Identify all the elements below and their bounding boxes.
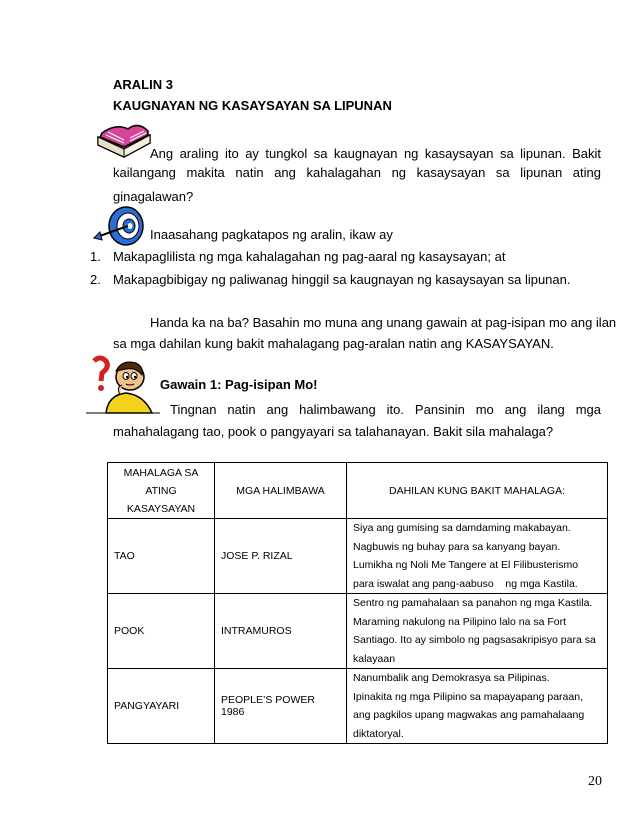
objective-2-number: 2. xyxy=(90,272,101,287)
row-reasons xyxy=(347,669,608,744)
page-number: 20 xyxy=(588,774,602,789)
lesson-title: KAUGNAYAN NG KASAYSAYAN SA LIPUNAN xyxy=(113,98,392,113)
thinking-boy-question-icon xyxy=(86,355,160,415)
intro-line-1: Ang araling ito ay tungkol sa kaugnayan ng kasaysayan sa lipunan. Bakit xyxy=(150,146,601,161)
header-importance xyxy=(108,463,215,519)
reason-line: Maraming nakulong na Pilipino lalo na sa Fort xyxy=(353,615,567,628)
header-importance-line-2: ATING xyxy=(145,484,177,497)
table-row xyxy=(108,519,608,594)
table-row xyxy=(108,669,608,744)
row-category: PANGYAYARI xyxy=(108,669,215,744)
reason-line: para iswalat ang pang-aabuso ng mga Kastila. xyxy=(353,577,578,590)
lesson-number: ARALIN 3 xyxy=(113,77,173,92)
activity-title: Gawain 1: Pag-isipan Mo! xyxy=(160,377,318,392)
table-row xyxy=(108,594,608,669)
row-reasons xyxy=(347,519,608,594)
row-category: POOK xyxy=(108,594,215,669)
intro-line-2: kailangang makita natin ang kahalagahan ng kasaysayan sa lipunan ating xyxy=(113,165,601,180)
header-examples: MGA HALIMBAWA xyxy=(215,463,347,519)
row-reasons xyxy=(347,594,608,669)
ready-line-2: sa mga dahilan kung bakit mahalagang pag-aralan natin ang KASAYSAYAN. xyxy=(113,336,554,351)
book-icon xyxy=(94,119,154,161)
objective-1-text: Makapaglilista ng mga kahalagahan ng pag-aaral ng kasaysayan; at xyxy=(113,249,506,264)
header-reasons: DAHILAN KUNG BAKIT MAHALAGA: xyxy=(347,463,608,519)
row-example: INTRAMUROS xyxy=(215,594,347,669)
examples-table xyxy=(107,462,608,744)
intro-line-3: ginagalawan? xyxy=(113,189,194,204)
reason-line: ang pagkilos upang magwakas ang pamahalaang xyxy=(353,709,585,721)
activity-line-1: Tingnan natin ang halimbawang ito. Pansinin mo ang ilang mga xyxy=(170,402,601,417)
row-example: PEOPLE’S POWER 1986 xyxy=(215,669,347,744)
reason-line: Nagbuwis ng buhay para sa kanyang bayan. xyxy=(353,540,561,553)
reason-line: Nanumbalik ang Demokrasya sa Pilipinas. xyxy=(353,672,550,684)
row-example: JOSE P. RIZAL xyxy=(215,519,347,594)
target-icon xyxy=(92,204,146,250)
objective-1-number: 1. xyxy=(90,249,101,264)
reason-line: Sentro ng pamahalaan sa panahon ng mga Kastila. xyxy=(353,597,593,609)
reason-line: Lumikha ng Noli Me Tangere at El Filibusterismo xyxy=(353,559,579,571)
objective-2-text: Makapagbibigay ng paliwanag hinggil sa kaugnayan ng kasaysayan sa lipunan. xyxy=(113,272,571,287)
reason-line: Santiago. Ito ay simbolo ng pagsasakripisyo para sa xyxy=(353,634,596,646)
reason-line: kalayaan xyxy=(353,652,396,665)
activity-line-2: mahahalagang tao, pook o pangyayari sa talahanayan. Bakit sila mahalaga? xyxy=(113,424,554,439)
header-importance-line-1: MAHALAGA SA xyxy=(123,466,199,479)
reason-line: Siya ang gumising sa damdaming makabayan. xyxy=(353,522,571,534)
objectives-lead: Inaasahang pagkatapos ng aralin, ikaw ay xyxy=(150,227,393,242)
row-category: TAO xyxy=(108,519,215,594)
reason-line: diktatoryal. xyxy=(353,727,404,740)
ready-line-1: Handa ka na ba? Basahin mo muna ang unang gawain at pag-isipan mo ang ilan xyxy=(150,315,617,330)
reason-line: Ipinakita ng mga Pilipino sa mapayapang paraan, xyxy=(353,690,583,703)
header-importance-line-3: KASAYSAYAN xyxy=(126,502,196,515)
table-header-row xyxy=(108,463,608,519)
